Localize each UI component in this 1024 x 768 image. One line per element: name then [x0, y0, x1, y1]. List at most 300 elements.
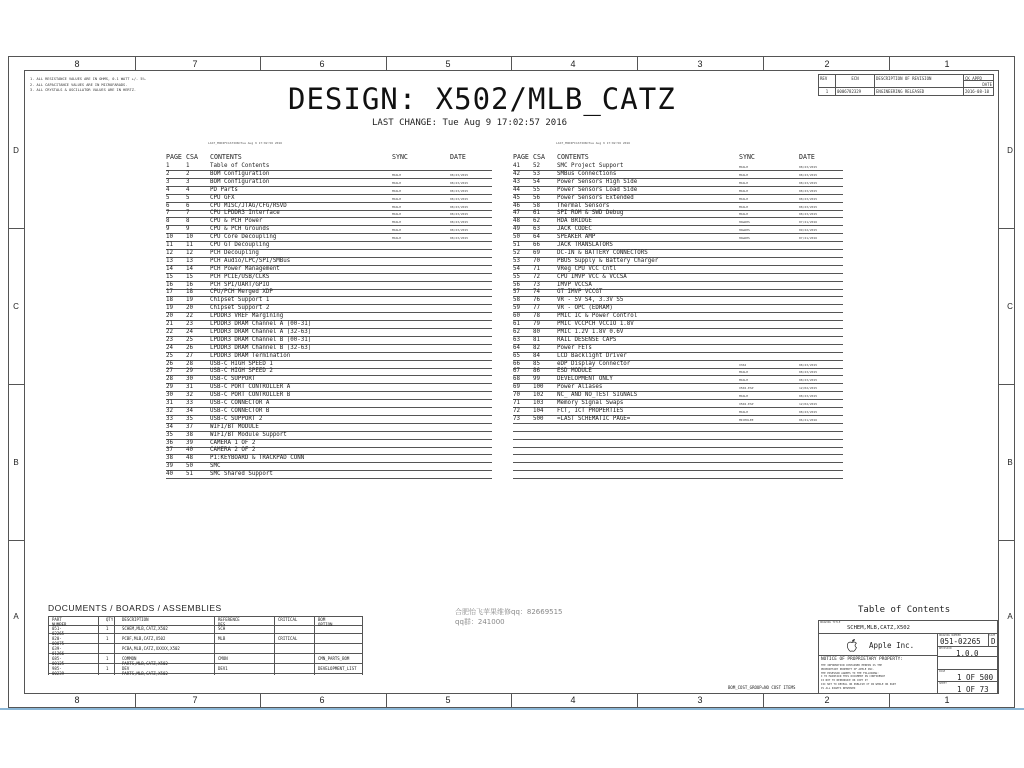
csa-number: 80	[533, 328, 540, 335]
sync-owner: X502-ESP	[739, 386, 754, 391]
csa-number: 73	[533, 281, 540, 288]
sync-owner: X502-ESP	[739, 402, 754, 406]
page-number: 20	[166, 313, 173, 320]
csa-number: 77	[533, 305, 540, 312]
company-name: Apple Inc.	[869, 641, 915, 650]
page-number: 12	[166, 249, 173, 256]
contents-title: Power Sensors High Side	[557, 178, 638, 185]
sync-date: 08/23/2015	[450, 180, 469, 185]
column-number: 6	[319, 695, 325, 705]
contents-title: Table of Contents	[210, 163, 270, 169]
contents-table-right	[513, 153, 843, 523]
contents-title: NC_ AND NO_TEST SIGNALS	[557, 392, 638, 399]
sync-date: 08/23/2015	[450, 236, 469, 241]
page-number: 53	[513, 257, 520, 264]
csa-header: CSA	[533, 153, 545, 161]
sync-date: 08/23/2015	[799, 378, 818, 383]
contents-title: CPU GT Decoupling	[210, 242, 270, 248]
csa-number: 103	[533, 400, 544, 406]
contents-title: BOM Configuration	[210, 170, 270, 177]
border-tick	[511, 694, 512, 708]
contents-title: VR - OPC (EDRAM)	[557, 305, 613, 312]
contents-title: PBUS Supply & Battery Charger	[557, 257, 659, 264]
docs-column-header: QTY	[106, 617, 114, 622]
sheet-value: 1 OF 73	[957, 685, 989, 694]
csa-number: 99	[533, 376, 540, 383]
contents-title: CPU & PCH Grounds	[210, 226, 270, 233]
sync-owner: MASLH	[739, 409, 749, 414]
sync-owner: MASLH	[739, 165, 749, 169]
contents-title: PCH PCIE/USB/CLKS	[210, 273, 270, 280]
csa-number: 52	[533, 163, 540, 169]
column-number: 6	[319, 59, 325, 69]
csa-number: 53	[533, 170, 540, 177]
sync-date: 08/23/2015	[799, 204, 818, 209]
border-tick	[637, 694, 638, 708]
page-number: 7	[166, 210, 170, 217]
docs-cell: 051-02265	[52, 626, 65, 636]
column-number: 5	[445, 59, 451, 69]
page-number: 58	[513, 297, 520, 304]
border-tick	[763, 56, 764, 70]
csa-number: 78	[533, 313, 540, 320]
row-letter: C	[1007, 302, 1013, 311]
page-number: 14	[166, 265, 173, 272]
page-number: 47	[513, 210, 520, 217]
sync-date: 08/23/2015	[450, 172, 469, 177]
sync-owner: X362	[739, 362, 747, 367]
page-number: 9	[166, 226, 170, 233]
notice-line: II NOT TO REPRODUCE OR COPY IT	[821, 679, 868, 683]
notice-line: III NOT TO REVEAL OR PUBLISH IT IN WHOLE OR PART	[821, 682, 896, 686]
title-block	[818, 602, 998, 694]
csa-number: 35	[186, 415, 193, 422]
sync-header: SYNC	[739, 153, 755, 161]
page-number: 69	[513, 384, 520, 391]
contents-title: SPI ROM & SWD Debug	[557, 210, 624, 217]
sync-date: 08/23/2015	[799, 196, 818, 201]
contents-table-left	[166, 153, 492, 523]
contents-title: PMIC IC & Power Control	[557, 313, 638, 320]
sync-date: 08/23/2015	[799, 362, 818, 367]
drawing-title-cell	[818, 620, 998, 634]
border-tick	[511, 56, 512, 70]
csa-number: 39	[186, 439, 193, 446]
page-number: 55	[513, 273, 520, 280]
page-number: 41	[513, 163, 520, 169]
docs-cell: CRITICAL	[278, 636, 298, 641]
sheet-cell	[937, 681, 998, 694]
sync-owner: MASLH	[392, 220, 402, 225]
contents-title: IMVP VCCSA	[557, 281, 592, 288]
date-header: DATE	[799, 153, 815, 161]
date-header: DATE	[963, 80, 994, 88]
drawing-number-label: DRAWING NUMBER	[939, 634, 961, 637]
page-number: 57	[513, 289, 520, 296]
contents-title: CAMERA 2 OF 2	[210, 447, 256, 454]
notice-text	[821, 664, 896, 691]
column-number: 2	[824, 59, 830, 69]
sync-owner: MASLH	[392, 236, 402, 241]
sync-date: 09/22/2015	[799, 228, 818, 233]
page-number: 45	[513, 194, 520, 201]
csa-number: 74	[533, 289, 540, 296]
csa-number: 50	[186, 463, 193, 470]
contents-title: LPDDR3 DRAM Channel B (00-31)	[210, 336, 312, 343]
sync-date: 07/21/2016	[799, 220, 818, 225]
border-tick	[889, 56, 890, 70]
contents-title: WIFI/BT MODULE	[210, 423, 259, 430]
row-letter: B	[13, 458, 19, 467]
sync-date: 08/23/2015	[450, 228, 469, 233]
notice-line: THE INFORMATION CONTAINED HEREIN IS THE	[821, 664, 882, 667]
contents-title: PMIC 1.2V 1.8V 0.6V	[557, 328, 624, 335]
drawing-number: 051-02265	[940, 637, 981, 646]
csa-number: 29	[186, 368, 193, 375]
column-number: 4	[570, 59, 576, 69]
docs-cell: SCHEM,MLB,CATZ,X502	[122, 626, 168, 631]
contents-row	[513, 441, 843, 448]
page-number: 36	[166, 439, 173, 446]
contents-row	[513, 464, 843, 471]
docs-cell: 639-01266	[52, 646, 65, 656]
csa-number: 63	[533, 226, 540, 233]
csa-number: 8	[186, 218, 190, 225]
csa-number: 28	[186, 360, 193, 367]
page-number: 70	[513, 392, 520, 399]
page-number: 66	[513, 360, 520, 367]
csa-number: 48	[186, 455, 193, 462]
column-number: 2	[824, 695, 830, 705]
general-notes	[30, 77, 147, 94]
page-header: PAGE	[166, 153, 182, 161]
page-number: 34	[166, 423, 173, 430]
csa-number: 34	[186, 407, 193, 414]
csa-number: 82	[533, 344, 540, 351]
docs-column-header: CRITICAL	[278, 617, 298, 622]
csa-number: 23	[186, 321, 193, 327]
contents-header: CONTENTS	[557, 153, 589, 161]
contents-row	[513, 456, 843, 463]
contents-title: LPDDR3 DRAM Channel A (00-31)	[210, 321, 312, 327]
csa-number: 19	[186, 297, 193, 304]
csa-number: 76	[533, 297, 540, 304]
csa-number: 4	[186, 186, 190, 193]
page-number: 19	[166, 305, 173, 312]
sync-date: 08/23/2015	[799, 409, 818, 414]
docs-cell: CMON	[218, 656, 228, 661]
sync-owner: MASLH	[392, 212, 402, 217]
csa-number: 85	[533, 360, 540, 367]
contents-title: Memory Signal Swaps	[557, 400, 624, 406]
docs-column-divider	[98, 616, 99, 675]
docs-cell: 685-00125	[52, 656, 65, 666]
contents-title: SMC	[210, 463, 221, 470]
contents-title: SMC Shared Support	[210, 471, 273, 478]
contents-title: LPDDR3 DRAM Termination	[210, 352, 291, 359]
page-header: PAGE	[513, 153, 529, 161]
sync-owner: MASLH	[739, 172, 749, 177]
csa-number: 38	[186, 431, 193, 438]
page-value: 1 OF 500	[957, 673, 994, 682]
revision-value: 1.0.0	[956, 649, 979, 657]
contents-title: USB-C SUPPORT	[210, 376, 256, 383]
page-number: 25	[166, 352, 173, 359]
csa-number: 37	[186, 423, 193, 430]
contents-title: USB-C HIGH SPEED 1	[210, 360, 273, 367]
sync-date: 08/23/2015	[450, 196, 469, 201]
contents-title: LPDDR3 DRAM Channel B (32-63)	[210, 344, 312, 351]
contents-title: =LAST SCHEMATIC PAGE=	[557, 415, 631, 422]
page-number: 35	[166, 431, 173, 438]
sync-owner: MICHKLEE	[739, 417, 754, 422]
watermark-line: qq群：241000	[455, 618, 505, 626]
contents-title: DEVELOPMENT ONLY	[557, 376, 613, 383]
csa-number: 26	[186, 344, 193, 351]
border-tick	[8, 384, 24, 385]
sync-date: 08/23/2015	[450, 204, 469, 209]
rev-header: REV	[818, 74, 836, 88]
notice-line: PROPRIETARY PROPERTY OF APPLE INC.	[821, 667, 875, 671]
page-number: 8	[166, 218, 170, 225]
csa-number: 66	[533, 242, 540, 248]
docs-cell: PCBF,MLB,CATZ,X502	[122, 636, 166, 641]
csa-number: 79	[533, 321, 540, 327]
sync-date: 08/23/2015	[450, 188, 469, 193]
contents-title: SMC Project Support	[557, 163, 624, 169]
sync-owner: MASLH	[392, 228, 402, 233]
drawing-title: SCHEM,MLB,CATZ,X502	[847, 625, 910, 631]
description-value: ENGINEERING RELEASED	[874, 87, 964, 96]
row-letter: A	[1007, 612, 1013, 621]
contents-row	[513, 433, 843, 440]
sync-owner: MASLH	[392, 180, 402, 185]
contents-title: USB-C SUPPORT 2	[210, 415, 263, 422]
sync-date: 12/02/2015	[799, 402, 818, 406]
docs-cell: 1	[106, 636, 109, 641]
sync-date: 08/23/2015	[450, 212, 469, 217]
documents-boards-assemblies	[48, 603, 357, 676]
docs-column-divider	[214, 616, 215, 675]
page-number: 1	[166, 163, 170, 169]
column-number: 3	[697, 695, 703, 705]
contents-title: CPU IMVP VCC & VCCSA	[557, 273, 627, 280]
page-number: 65	[513, 352, 520, 359]
page-number: 17	[166, 289, 173, 296]
contents-title: PCH Audio/LPC/SPI/SMBus	[210, 257, 291, 264]
csa-number: 20	[186, 305, 193, 312]
docs-column-divider	[362, 616, 363, 675]
watermark	[455, 607, 563, 627]
csa-number: 100	[533, 384, 544, 391]
revision-label: REVISION	[939, 647, 952, 650]
contents-title: SPEAKER AMP	[557, 234, 596, 241]
page-number: 27	[166, 368, 173, 375]
company-cell	[818, 633, 938, 656]
csa-number: 15	[186, 273, 193, 280]
sync-owner: MASLH	[739, 180, 749, 185]
contents-title: GT IMVP VCCGT	[557, 289, 603, 296]
page-number: 38	[166, 455, 173, 462]
size-value: D	[991, 637, 996, 646]
date-header: DATE	[450, 153, 466, 161]
sync-date: 06/21/2016	[799, 417, 818, 422]
sync-owner: MASLH	[739, 378, 749, 383]
contents-title: PCH Decoupling	[210, 249, 259, 256]
sync-owner: MASLH	[392, 204, 402, 209]
page-number: 24	[166, 344, 173, 351]
contents-title: CPU Core Decoupling	[210, 234, 277, 241]
csa-number: 81	[533, 336, 540, 343]
contents-title: eDP Display Connector	[557, 360, 631, 367]
contents-title: USB-C CONNECTOR B	[210, 407, 270, 414]
csa-number: 84	[533, 352, 540, 359]
contents-title: Chipset Support 1	[210, 297, 270, 304]
notice-line: IV ALL RIGHTS RESERVED	[821, 686, 856, 690]
sync-date: 08/23/2015	[799, 188, 818, 193]
sync-header: SYNC	[392, 153, 408, 161]
sync-owner: MASLH	[739, 196, 749, 201]
page-number: 68	[513, 376, 520, 383]
column-number: 7	[192, 59, 198, 69]
page-number: 5	[166, 194, 170, 201]
contents-row	[513, 417, 843, 424]
csa-number: 31	[186, 384, 193, 391]
contents-title: FCT, ICT PROPERTIES	[557, 407, 624, 414]
csa-number: 12	[186, 249, 193, 256]
row-letter: A	[13, 612, 19, 621]
docs-cell: DEVELOPMENT_LIST	[318, 666, 357, 671]
ck-appd-header: CK APPD	[963, 74, 994, 81]
notice-line: I TO MAINTAIN THIS DOCUMENT IN CONFIDENCE	[821, 675, 886, 679]
sync-owner: MASLH	[392, 196, 402, 201]
contents-title: JACK TRANSLATORS	[557, 242, 613, 248]
column-number: 3	[697, 59, 703, 69]
contents-title: Power FETs	[557, 344, 592, 351]
contents-title: Power Sensors Load Side	[557, 186, 638, 193]
contents-title: Power Sensors Extended	[557, 194, 634, 201]
csa-number: 33	[186, 400, 193, 406]
column-number: 8	[74, 695, 80, 705]
docs-cell: MLB	[218, 636, 226, 641]
docs-column-divider	[114, 616, 115, 675]
sync-owner: HAWAHS	[739, 236, 750, 241]
docs-column-header: BOM OPTION	[318, 617, 333, 627]
date-value: 2016-08-10	[963, 87, 994, 96]
csa-number: 3	[186, 178, 190, 185]
column-number: 4	[570, 695, 576, 705]
sync-owner: HAWAHS	[739, 220, 750, 225]
contents-header: CONTENTS	[210, 153, 242, 161]
csa-number: 86	[533, 368, 540, 375]
sync-owner: MASLH	[739, 394, 749, 399]
last-modification-right: LAST_MODIFICATION=Tue Aug 9 17:02:56 2016	[556, 141, 631, 145]
csa-number: 14	[186, 265, 193, 272]
ecn-header: ECN	[835, 74, 875, 88]
sync-date: 07/21/2016	[799, 236, 818, 241]
page-label: PAGE	[939, 670, 946, 673]
sync-date: 08/23/2015	[799, 212, 818, 217]
row-letter: D	[13, 146, 19, 155]
contents-title: USB-C PORT CONTROLLER B	[210, 392, 291, 399]
note-line: 3. ALL CRYSTALS & OSCILLATOR VALUES ARE IN HERTZ.	[30, 88, 137, 93]
sync-date: 08/23/2015	[799, 370, 818, 375]
sync-owner: HAWAHS	[739, 228, 750, 233]
csa-number: 30	[186, 376, 193, 383]
contents-title: USB-C CONNECTOR A	[210, 400, 270, 406]
docs-cell: 1	[106, 626, 109, 631]
docs-column-divider	[48, 616, 49, 675]
sheet-label: SHEET	[939, 682, 947, 685]
csa-number: 51	[186, 471, 193, 478]
csa-number: 71	[533, 265, 540, 272]
rev-value: 1	[818, 87, 836, 96]
contents-title: CPU & PCH Power	[210, 218, 263, 225]
column-number: 1	[944, 695, 950, 705]
csa-number: 25	[186, 336, 193, 343]
proprietary-notice	[818, 655, 938, 694]
column-number: 5	[445, 695, 451, 705]
page-number: 6	[166, 202, 170, 209]
sync-date: 08/23/2015	[799, 394, 818, 399]
page-number: 13	[166, 257, 173, 264]
revision-block	[818, 74, 994, 102]
viewer-bottom-bar	[0, 708, 1024, 710]
contents-row	[513, 425, 843, 432]
border-tick	[763, 694, 764, 708]
contents-title: PD Parts	[210, 186, 238, 193]
docs-column-divider	[274, 616, 275, 675]
csa-number: 64	[533, 234, 540, 241]
csa-number: 10	[186, 234, 193, 241]
contents-title: PCH SPI/UART/GPIO	[210, 281, 270, 288]
contents-title: HDA BRIDGE	[557, 218, 592, 225]
contents-title: VReg CPU VCC Cntl	[557, 265, 617, 272]
contents-title: SMBus Connections	[557, 170, 617, 177]
csa-number: 6	[186, 202, 190, 209]
page-number: 61	[513, 321, 520, 327]
note-line: 1. ALL RESISTANCE VALUES ARE IN OHMS, 0.1 WATT +/- 5%.	[30, 77, 147, 81]
page-number: 44	[513, 186, 520, 193]
docs-column-header: REFERENCE DES	[218, 617, 240, 627]
page-number: 39	[166, 463, 173, 470]
page-number: 54	[513, 265, 520, 272]
sync-owner: MASLH	[739, 212, 749, 217]
page-number: 22	[166, 328, 173, 335]
sync-owner: MASLH	[392, 188, 402, 193]
sync-date: 08/23/2015	[799, 165, 818, 169]
csa-number: 1	[186, 163, 190, 169]
csa-number: 54	[533, 178, 540, 185]
csa-number: 13	[186, 257, 193, 264]
docs-cell: 820-00875	[52, 636, 65, 646]
page-title: Table of Contents	[858, 605, 951, 615]
page-number: 40	[166, 471, 173, 478]
page-number: 37	[166, 447, 173, 454]
note-line: 2. ALL CAPACITANCE VALUES ARE IN MICROFARADS.	[30, 82, 128, 87]
contents-title: USB-C HIGH SPEED 2	[210, 368, 273, 375]
contents-title: ESD MODULE	[557, 368, 592, 375]
border-tick	[260, 694, 261, 708]
page-number: 43	[513, 178, 520, 185]
csa-number: 56	[533, 194, 540, 201]
csa-header: CSA	[186, 153, 198, 161]
csa-number: 9	[186, 226, 190, 233]
last-modification-left: LAST_MODIFICATION=Tue Aug 9 17:02:56 2016	[208, 141, 283, 145]
page-number: 23	[166, 336, 173, 343]
sync-owner: MASLH	[739, 188, 749, 193]
page-number: 31	[166, 400, 173, 406]
